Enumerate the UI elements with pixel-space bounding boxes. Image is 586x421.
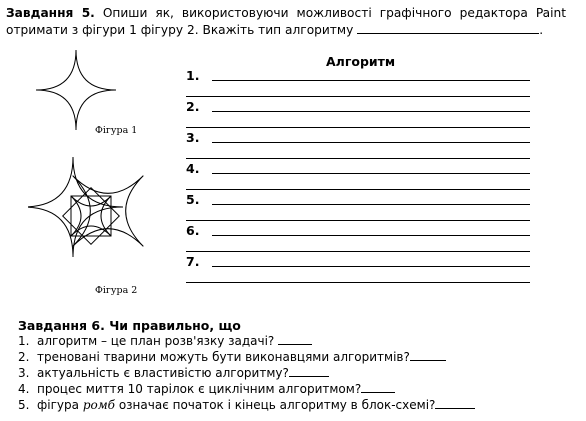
answer-blank[interactable] — [410, 360, 446, 361]
answer-line[interactable] — [186, 96, 530, 97]
algorithm-type-blank[interactable] — [357, 33, 539, 34]
step-number-6: 6. — [186, 223, 200, 238]
answer-line[interactable] — [186, 220, 530, 221]
answer-line[interactable] — [212, 173, 530, 174]
answer-line[interactable] — [186, 251, 530, 252]
answer-line[interactable] — [186, 189, 530, 190]
answer-line[interactable] — [212, 204, 530, 205]
figure-2-caption: Фігура 2 — [95, 285, 138, 296]
italic-term: ромб — [82, 398, 115, 412]
step-number-3: 3. — [186, 130, 200, 145]
algorithm-title: Алгоритм — [326, 54, 396, 69]
question-1: 1. алгоритм – це план розв'язку задачі? — [18, 333, 312, 349]
task6-title: Завдання 6. Чи правильно, що — [18, 318, 241, 333]
step-number-1: 1. — [186, 68, 200, 83]
answer-blank[interactable] — [289, 376, 329, 377]
answer-line[interactable] — [212, 142, 530, 143]
answer-blank[interactable] — [435, 408, 475, 409]
answer-line[interactable] — [212, 80, 530, 81]
answer-line[interactable] — [186, 127, 530, 128]
step-number-2: 2. — [186, 99, 200, 114]
task5-text: Завдання 5. Опиши як, використовуючи можливості графічного редактора Paint отримати з фігури 1 фігуру 2. Вкажіть тип алгоритму . — [6, 6, 567, 37]
answer-line[interactable] — [186, 282, 530, 283]
step-number-7: 7. — [186, 254, 200, 269]
answer-line[interactable] — [212, 235, 530, 236]
answer-line[interactable] — [212, 111, 530, 112]
question-2: 2. треновані тварини можуть бути виконавцями алгоритмів? — [18, 349, 446, 365]
figure-1-caption: Фігура 1 — [95, 125, 138, 136]
question-5: 5. фігура ромб означає початок і кінець алгоритму в блок-схемі? — [18, 397, 475, 413]
task5-label: Завдання 5. — [6, 6, 95, 20]
question-4: 4. процес миття 10 тарілок є циклічним алгоритмом? — [18, 381, 395, 397]
answer-blank[interactable] — [278, 344, 312, 345]
figure-1-star — [36, 50, 116, 130]
task5-description: Опиши як, використовуючи можливості графічного редактора Paint отримати з фігури 1 фігуру 2. Вкажіть тип алгоритму — [6, 6, 567, 37]
step-number-4: 4. — [186, 161, 200, 176]
answer-line[interactable] — [212, 266, 530, 267]
answer-blank[interactable] — [361, 392, 395, 393]
question-3: 3. актуальність є властивістю алгоритму? — [18, 365, 329, 381]
step-number-5: 5. — [186, 192, 200, 207]
answer-line[interactable] — [186, 158, 530, 159]
figure-2-stars — [28, 153, 156, 283]
